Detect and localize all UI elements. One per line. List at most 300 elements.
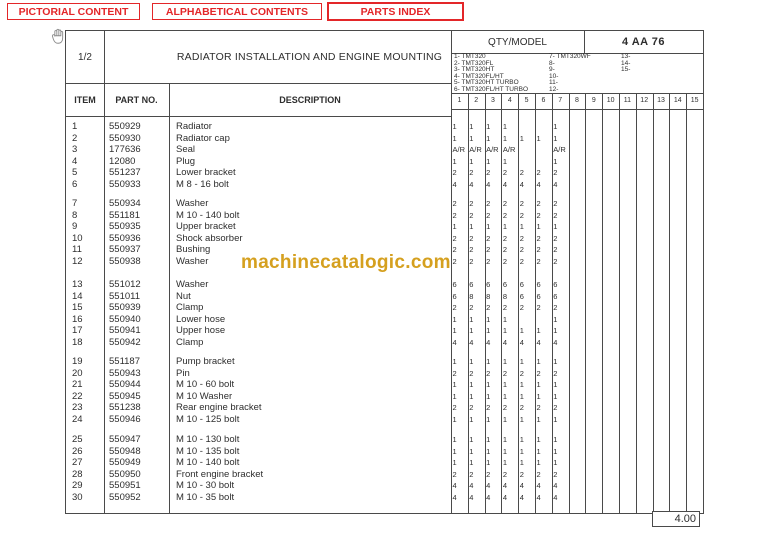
qty-cell: 1 [486,122,491,131]
qty-cell [585,279,602,291]
part-no-column-header: PART NO. [115,94,158,105]
qty-cell [619,198,636,210]
qty-cell [585,480,602,492]
qty-cell: 4 [553,481,558,490]
qty-cell [585,198,602,210]
qty-cell [602,325,619,337]
item-cell: 12 [72,255,83,267]
qty-cell [619,368,636,380]
qty-cell [585,121,602,133]
qty-cell [686,379,703,391]
qty-cell [619,221,636,233]
qty-cell: 2 [452,233,457,243]
parts-table [65,30,704,514]
qty-col-header: 14 [673,97,682,104]
table-row [66,279,703,291]
qty-cell [636,446,653,458]
part-no-cell: 550947 [109,434,141,445]
qty-cell: 1 [486,314,491,324]
model-list-col1 [454,54,528,94]
qty-cell [669,391,686,403]
item-cell: 11 [72,244,82,255]
qty-cell [636,210,653,222]
qty-cell: A/R [452,145,466,154]
part-no-cell: 550940 [109,313,141,325]
qty-cell [619,356,636,368]
qty-cell [653,469,670,481]
qty-cell: 4 [452,179,457,189]
qty-cell [569,356,586,368]
grid-line [501,93,502,513]
qty-cell: 2 [452,199,457,208]
qty-cell [686,279,703,291]
qty-cell [602,156,619,168]
qty-cell: 1 [469,380,474,389]
qty-cell: 6 [469,280,474,289]
qty-cell [569,179,586,191]
qty-cell [669,337,686,349]
qty-cell: 2 [452,256,457,266]
description-cell: M 10 - 140 bolt [176,457,240,468]
description-cell: Radiator [176,121,212,132]
description-cell: Upper bracket [176,221,236,232]
qty-cell [669,446,686,458]
qty-cell: 1 [553,122,558,131]
qty-cell: 1 [536,458,541,467]
parts-index-button[interactable]: PARTS INDEX [327,2,464,21]
qty-cell: 2 [536,368,541,378]
qty-cell [569,314,586,326]
qty-cell [619,457,636,469]
qty-cell: 2 [469,168,474,177]
description-cell: Washer [176,255,209,267]
qty-cell [569,156,586,168]
qty-cell [602,279,619,291]
qty-cell [585,233,602,245]
qty-cell: 4 [486,481,491,490]
grid-line [535,93,536,513]
table-row [66,356,703,368]
qty-cell: 4 [519,179,524,189]
qty-cell [653,279,670,291]
qty-cell: 2 [519,469,524,479]
qty-cell [636,457,653,469]
qty-cell [585,133,602,145]
model-item: 2- TMT320FL [454,59,494,67]
qty-cell: 2 [469,245,474,254]
page-indicator: 1/2 [78,51,92,63]
item-cell: 25 [72,434,83,445]
table-row [66,368,703,380]
item-cell: 5 [72,167,78,178]
qty-cell: 2 [486,168,491,177]
qty-cell [585,402,602,414]
qty-cell: 2 [536,233,541,243]
qty-cell: 4 [502,481,508,490]
qty-cell: 4 [553,179,558,189]
qty-cell [569,291,586,303]
qty-cell: 2 [502,303,508,312]
qty-cell: 4 [553,337,558,347]
qty-cell: 2 [469,469,474,479]
item-cell: 30 [72,491,83,503]
table-row [66,314,703,326]
qty-cell [585,457,602,469]
description-cell: Front engine bracket [176,468,264,480]
qty-cell [619,144,636,156]
qty-cell: 1 [502,435,508,444]
qty-cell: 1 [553,222,558,231]
qty-cell: 1 [502,314,508,324]
qty-col-header: 15 [690,97,699,104]
qty-cell [518,314,535,326]
qty-col-header: 4 [507,97,512,104]
qty-cell [569,446,586,458]
qty-cell: 1 [553,458,558,467]
qty-cell [602,314,619,326]
qty-cell [602,221,619,233]
qty-cell: 2 [502,233,508,243]
table-row [66,492,703,504]
qty-cell [636,414,653,426]
model-item: 7- TMT320WF [549,53,591,60]
part-no-cell: 551011 [109,290,140,302]
qty-cell: 1 [452,446,457,456]
qty-cell [636,291,653,303]
qty-cell: 2 [469,199,474,208]
qty-cell [602,133,619,145]
qty-cell: 2 [519,199,524,208]
item-cell: 21 [72,379,83,390]
qty-cell [686,469,703,481]
qty-cell [653,210,670,222]
qty-cell: 2 [486,403,491,412]
qty-col-header: 5 [524,97,529,104]
qty-cell [653,302,670,314]
qty-cell: 2 [519,210,524,220]
qty-cell: 1 [519,380,524,389]
qty-cell: 2 [502,403,508,412]
qty-cell [619,167,636,179]
qty-cell [636,337,653,349]
part-no-cell: 550948 [109,445,141,457]
qty-cell [686,480,703,492]
grid-line [585,93,586,513]
qty-cell: A/R [469,145,482,154]
qty-cell [585,156,602,168]
qty-cell: 2 [519,256,524,266]
qty-cell: 2 [469,368,474,378]
qty-cell [686,314,703,326]
part-no-cell: 550951 [109,480,141,491]
description-cell: Washer [176,198,209,209]
qty-cell [653,221,670,233]
qty-cell: 4 [469,179,474,189]
qty-cell [636,233,653,245]
qty-cell [669,325,686,337]
qty-cell [602,291,619,303]
description-column-header: DESCRIPTION [279,94,341,105]
qty-cell [585,179,602,191]
qty-cell: 1 [486,326,491,335]
qty-cell: 1 [469,391,474,401]
row-group [66,121,703,190]
qty-cell [585,314,602,326]
qty-cell [585,291,602,303]
qty-cell: 1 [536,326,541,335]
qty-cell: 4 [469,492,474,502]
qty-cell [602,179,619,191]
qty-cell: 1 [486,357,491,366]
qty-cell: 4 [519,337,524,347]
qty-cell [602,391,619,403]
qty-cell: 2 [553,403,558,412]
grid-line [451,109,703,110]
qty-cell: 2 [519,168,524,177]
qty-cell: 1 [502,222,508,231]
qty-cell: 1 [536,222,541,231]
qty-cell [686,402,703,414]
qty-cell: 2 [486,233,491,243]
qty-cell: 2 [502,368,508,378]
qty-cell: 1 [486,414,491,424]
item-cell: 19 [72,356,83,367]
qty-cell [636,368,653,380]
qty-cell: 1 [502,326,508,335]
qty-cell: 6 [553,280,558,289]
qty-cell [585,244,602,256]
qty-cell [669,256,686,268]
qty-cell: 4 [519,492,524,502]
qty-cell: 2 [502,210,508,220]
qty-cell [535,144,552,156]
qty-cell [669,198,686,210]
qty-cell [669,179,686,191]
qty-cell: 1 [469,122,474,131]
qty-cell [602,457,619,469]
qty-cell [602,379,619,391]
qty-cell: 1 [486,458,491,467]
qty-cell [669,156,686,168]
part-no-cell: 550941 [109,325,141,336]
qty-cell: 1 [536,435,541,444]
qty-cell [619,391,636,403]
qty-col-header: 13 [657,97,665,104]
qty-cell: 1 [452,391,457,401]
qty-cell: 6 [486,280,491,289]
qty-cell [669,244,686,256]
qty-cell [636,133,653,145]
qty-cell: 4 [553,492,558,502]
qty-cell [569,302,586,314]
qty-cell [636,434,653,446]
qty-cell [619,279,636,291]
qty-cell [686,198,703,210]
qty-cell [653,256,670,268]
watermark-text: machinecatalogic.com [241,252,451,273]
qty-cell: 4 [502,179,508,189]
qty-cell: 1 [452,222,457,231]
qty-cell [619,233,636,245]
qty-cell [619,337,636,349]
qty-cell: 1 [553,380,558,389]
item-cell: 1 [72,121,78,132]
grid-line [485,93,486,513]
grid-line [686,93,687,513]
qty-cell: 1 [519,446,524,456]
qty-cell: 6 [536,280,541,289]
alphabetical-contents-button[interactable]: ALPHABETICAL CONTENTS [152,3,322,20]
qty-cell [619,325,636,337]
description-cell: Bushing [176,244,211,255]
qty-cell [636,480,653,492]
qty-cell: 4 [536,179,541,189]
qty-cell: 1 [469,458,474,467]
qty-cell [636,167,653,179]
qty-cell: 2 [452,245,457,254]
qty-cell: 6 [553,291,558,301]
qty-cell: 1 [469,435,474,444]
model-item: 11- [549,79,558,87]
qty-cell: 2 [452,210,457,220]
qty-cell: 2 [536,245,541,254]
qty-cell [686,414,703,426]
qty-cell: 1 [536,391,541,401]
qty-cell: 1 [469,156,474,166]
qty-cell: 2 [502,469,508,479]
model-item: 9- [549,66,555,74]
qty-cell: 4 [536,337,541,347]
qty-cell [518,144,535,156]
row-group [66,434,703,503]
qty-cell [686,391,703,403]
qty-cell [569,368,586,380]
pictorial-content-button[interactable]: PICTORIAL CONTENT [7,3,140,20]
qty-cell: 1 [519,326,524,335]
part-no-cell: 550934 [109,198,141,209]
item-cell: 22 [72,390,83,402]
qty-cell: 4 [486,337,491,347]
model-item: 14- [621,59,631,67]
model-list-col3 [621,54,630,74]
item-cell: 8 [72,209,78,221]
qty-cell: 1 [469,446,474,456]
qty-cell: 1 [486,133,491,143]
description-cell: Seal [176,144,196,155]
description-cell: M 10 - 30 bolt [176,480,235,491]
part-no-cell: 550945 [109,390,141,402]
qty-cell [669,356,686,368]
qty-cell: 2 [486,199,491,208]
qty-cell [619,492,636,504]
grid-line [518,93,519,513]
part-no-cell: 551187 [109,356,140,367]
description-cell: M 10 - 135 bolt [176,445,240,457]
qty-cell [653,457,670,469]
qty-cell: 2 [486,256,491,266]
qty-cell: 4 [486,492,491,502]
qty-cell [619,469,636,481]
qty-cell [585,256,602,268]
qty-cell [585,337,602,349]
qty-col-header: 7 [558,97,563,104]
qty-cell: 1 [452,133,457,143]
qty-cell [686,356,703,368]
model-item: 6- TMT320FL/HT TURBO [454,85,529,93]
qty-cell: 4 [469,337,474,347]
item-column-header: ITEM [74,94,96,105]
qty-cell: 1 [469,222,474,231]
item-cell: 4 [72,155,78,167]
qty-cell [619,133,636,145]
qty-cell: 2 [486,210,491,220]
table-row [66,414,703,426]
qty-cell [636,314,653,326]
qty-cell [585,325,602,337]
qty-cell: 8 [486,291,491,301]
qty-cell [669,480,686,492]
part-no-cell: 550950 [109,468,141,480]
qty-cell [569,210,586,222]
qty-cell [585,446,602,458]
item-cell: 20 [72,367,83,379]
qty-cell [585,379,602,391]
grid-line [653,93,654,513]
qty-cell [669,314,686,326]
qty-cell [669,414,686,426]
qty-cell: 2 [553,469,558,479]
qty-cell: A/R [502,145,516,154]
description-cell: M 10 - 140 bolt [176,209,240,221]
qty-cell [569,133,586,145]
qty-cell [569,121,586,133]
qty-cell [636,198,653,210]
qty-cell [653,179,670,191]
qty-cell [636,221,653,233]
part-no-cell: 550938 [109,255,141,267]
page-title: RADIATOR INSTALLATION AND ENGINE MOUNTING [176,51,443,63]
qty-cell: 2 [553,210,558,220]
item-cell: 23 [72,402,83,413]
description-cell: M 10 - 35 bolt [176,491,235,503]
qty-cell [569,402,586,414]
qty-cell: 1 [553,414,558,424]
qty-cell [602,167,619,179]
qty-cell [636,144,653,156]
qty-cell: 1 [452,314,457,324]
qty-cell: 2 [452,403,457,412]
qty-cell: 6 [452,280,457,289]
qty-cell [686,121,703,133]
qty-col-headers [451,93,703,109]
description-cell: Lower bracket [176,167,236,178]
qty-cell: 1 [502,380,508,389]
qty-cell [619,210,636,222]
qty-cell [653,233,670,245]
qty-cell: 2 [486,469,491,479]
qty-cell [686,144,703,156]
qty-cell [669,210,686,222]
description-cell: M 10 - 130 bolt [176,434,240,445]
qty-cell: 2 [536,256,541,266]
description-cell: M 10 - 60 bolt [176,379,235,390]
item-cell: 14 [72,290,83,302]
qty-cell [669,233,686,245]
qty-cell [686,337,703,349]
qty-cell [602,402,619,414]
qty-cell: 1 [502,122,508,131]
qty-cell: 1 [469,357,474,366]
